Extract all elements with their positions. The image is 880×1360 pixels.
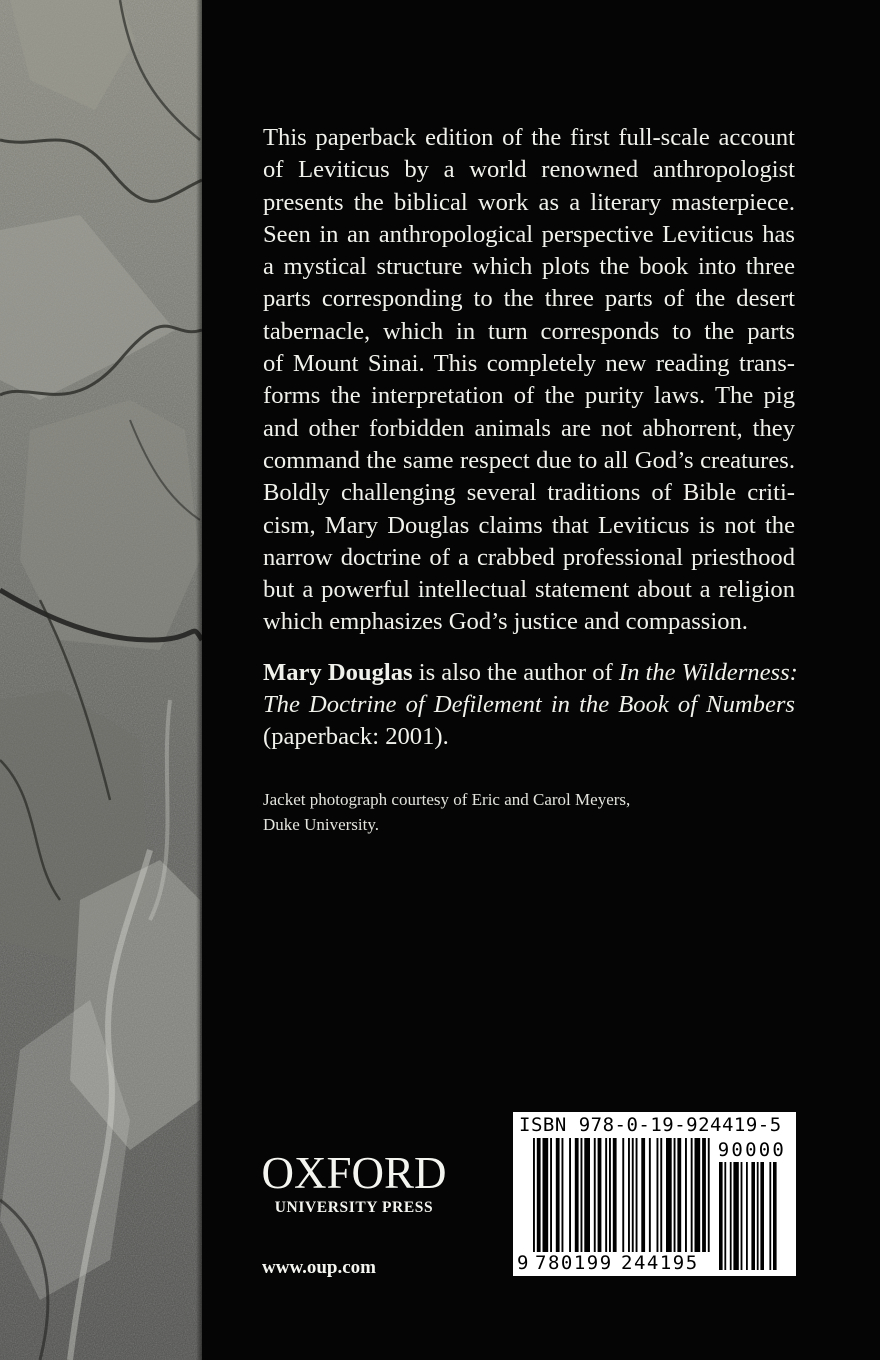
barcode-digit-group-1: 780199 (535, 1252, 617, 1274)
publisher-website: www.oup.com (262, 1257, 377, 1278)
addon-bar (773, 1162, 777, 1270)
barcode-bar (569, 1138, 571, 1252)
author-note (263, 657, 798, 754)
author-name: Mary Douglas (263, 658, 413, 686)
addon-bar (733, 1162, 738, 1270)
author-note-lead-in: is also the author of (412, 658, 619, 686)
addon-bar (769, 1162, 771, 1270)
stone-photograph (0, 0, 202, 1360)
addon-bar (741, 1162, 743, 1270)
barcode-bar (708, 1138, 710, 1252)
blurb-line: cism, Mary Douglas claims that Leviticus is not the (263, 511, 795, 539)
barcode-bar (695, 1138, 701, 1252)
blurb-line: of Leviticus by a world renowned anthropologist (263, 156, 795, 184)
barcode-bar (632, 1138, 634, 1252)
blurb-line: narrow doctrine of a crabbed professional priesthood (263, 543, 795, 571)
back-cover-blurb (263, 122, 798, 754)
blurb-line: tabernacle, which in turn corresponds to the parts (263, 317, 795, 345)
barcode-bar (677, 1138, 681, 1252)
publisher-name: OXFORD (261, 1148, 447, 1198)
barcode-bar (584, 1138, 590, 1252)
barcode-lead-digit: 9 (517, 1252, 529, 1274)
addon-bar (719, 1162, 723, 1270)
blurb-line: command the same respect due to all God’s creatures. (263, 446, 795, 474)
publisher-logo (256, 1150, 452, 1219)
jacket-photo-credit (263, 787, 763, 837)
barcode-bar (636, 1138, 638, 1252)
blurb-line: Boldly challenging several traditions of Bible criti- (263, 479, 795, 507)
barcode-bar (657, 1138, 659, 1252)
barcode-bar (674, 1138, 676, 1252)
barcode-bar (605, 1138, 607, 1252)
other-book-title-part2: The Doctrine of Defilement in the Book of Numbers (263, 691, 795, 719)
blurb-paragraph (263, 122, 795, 639)
blurb-line: Seen in an anthropological perspective Leviticus has (263, 220, 795, 248)
barcode-bar (622, 1138, 624, 1252)
barcode-bar (641, 1138, 645, 1252)
barcode-bar (575, 1138, 579, 1252)
barcode-bar (691, 1138, 693, 1252)
barcode-digit-group-2: 244195 (621, 1252, 703, 1274)
spine-shadow (196, 0, 202, 1360)
barcode-bar (543, 1138, 549, 1252)
blurb-line: which emphasizes God’s justice and compassion. (263, 608, 748, 636)
addon-bar (746, 1162, 748, 1270)
blurb-line: forms the interpretation of the purity laws. The pig (263, 382, 795, 410)
isbn-label: ISBN 978-0-19-924419-5 (519, 1114, 782, 1136)
barcode-bar (628, 1138, 630, 1252)
barcode-bar (666, 1138, 672, 1252)
barcode-bar (685, 1138, 687, 1252)
barcode-bar (550, 1138, 552, 1252)
blurb-line: and other forbidden animals are not abhorrent, they (263, 414, 795, 442)
barcode-bar (537, 1138, 541, 1252)
barcode-bar (702, 1138, 706, 1252)
other-book-edition: (paperback: 2001). (263, 723, 449, 751)
addon-bar (730, 1162, 732, 1270)
blurb-line: of Mount Sinai. This completely new reading trans- (263, 350, 795, 378)
addon-bar (724, 1162, 726, 1270)
barcode-bar (556, 1138, 560, 1252)
stone-texture (0, 0, 202, 1360)
blurb-line: This paperback edition of the first full-scale account (263, 124, 795, 151)
barcode-bar (649, 1138, 651, 1252)
barcode-bar (533, 1138, 535, 1252)
credit-line-1: Jacket photograph courtesy of Eric and Carol Meyers, (263, 790, 631, 809)
barcode-bar (594, 1138, 596, 1252)
isbn-barcode (513, 1112, 796, 1276)
barcode-bar (613, 1138, 617, 1252)
barcode-bar (581, 1138, 583, 1252)
blurb-line: parts corresponding to the three parts of the desert (263, 285, 795, 313)
credit-line-2: Duke University. (263, 815, 379, 834)
addon-bar (757, 1162, 759, 1270)
blurb-line: a mystical structure which plots the book into three (263, 253, 795, 281)
author-note-line (263, 657, 798, 689)
price-code: 90000 (717, 1139, 786, 1161)
blurb-line: but a powerful intellectual statement about a religion (263, 576, 795, 604)
barcode-bar (660, 1138, 662, 1252)
barcode-bar (562, 1138, 564, 1252)
barcode-bar (609, 1138, 611, 1252)
publisher-subname: UNIVERSITY PRESS (274, 1199, 434, 1216)
other-book-title-part1: In the Wilderness: (618, 658, 798, 686)
barcode-bar (598, 1138, 602, 1252)
addon-bar (760, 1162, 764, 1270)
addon-bar (751, 1162, 755, 1270)
blurb-line: presents the biblical work as a literary masterpiece. (263, 188, 795, 216)
